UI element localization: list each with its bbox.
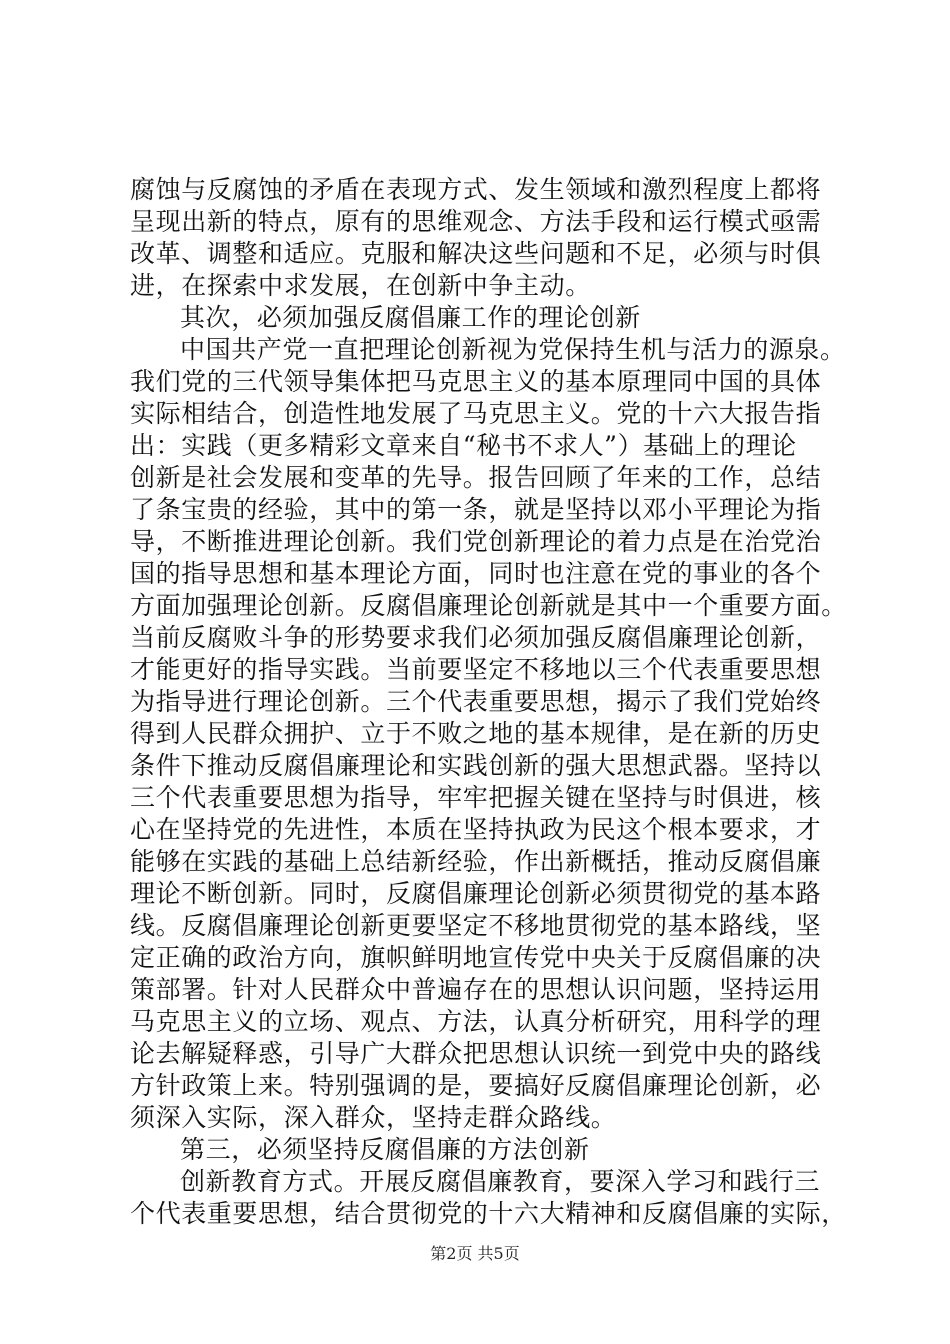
text-line: 得到人民群众拥护、立于不败之地的基本规律，是在新的历史 [130,719,822,748]
text-line: 三个代表重要思想为指导，牢牢把握关键在坚持与时俱进，核 [130,783,822,812]
text-line: 须深入实际，深入群众，坚持走群众路线。 [130,1103,617,1132]
body-text [130,174,850,1230]
text-line: 能够在实践的基础上总结新经验，作出新概括，推动反腐倡廉 [130,847,822,876]
text-line: 实际相结合，创造性地发展了马克思主义。党的十六大报告指 [130,399,822,428]
text-line: 心在坚持党的先进性，本质在坚持执政为民这个根本要求，才 [130,815,822,844]
text-line: 我们党的三代领导集体把马克思主义的基本原理同中国的具体 [130,367,822,396]
text-line: 理论不断创新。同时，反腐倡廉理论创新必须贯彻党的基本路 [130,879,822,908]
text-line: 线。反腐倡廉理论创新更要坚定不移地贯彻党的基本路线，坚 [130,911,822,940]
text-line: 马克思主义的立场、观点、方法，认真分析研究，用科学的理 [130,1007,822,1036]
text-line: 为指导进行理论创新。三个代表重要思想，揭示了我们党始终 [130,687,822,716]
text-line: 国的指导思想和基本理论方面，同时也注意在党的事业的各个 [130,559,822,588]
text-line: 呈现出新的特点，原有的思维观念、方法手段和运行模式亟需 [130,207,822,236]
text-line: 创新教育方式。开展反腐倡廉教育，要深入学习和践行三 [180,1167,821,1196]
text-line: 方面加强理论创新。反腐倡廉理论创新就是其中一个重要方面。 [130,591,847,620]
text-line: 当前反腐败斗争的形势要求我们必须加强反腐倡廉理论创新， [130,623,822,652]
text-line: 进，在探索中求发展，在创新中争主动。 [130,271,591,300]
text-line: 条件下推动反腐倡廉理论和实践创新的强大思想武器。坚持以 [130,751,822,780]
text-line: 导，不断推进理论创新。我们党创新理论的着力点是在治党治 [130,527,822,556]
page-number-footer: 第2页 共5页 [430,1244,520,1263]
text-line: 才能更好的指导实践。当前要坚定不移地以三个代表重要思想 [130,655,822,684]
text-line: 出：实践（更多精彩文章来自“秘书不求人”）基础上的理论 [130,431,797,460]
text-line: 中国共产党一直把理论创新视为党保持生机与活力的源泉。 [180,335,846,364]
text-line: 定正确的政治方向，旗帜鲜明地宣传党中央关于反腐倡廉的决 [130,943,822,972]
text-line: 创新是社会发展和变革的先导。报告回顾了年来的工作，总结 [130,463,822,492]
text-line: 了条宝贵的经验，其中的第一条，就是坚持以邓小平理论为指 [130,495,822,524]
text-line: 论去解疑释惑，引导广大群众把思想认识统一到党中央的路线 [130,1039,822,1068]
text-line: 策部署。针对人民群众中普遍存在的思想认识问题，坚持运用 [130,975,822,1004]
section-heading: 其次，必须加强反腐倡廉工作的理论创新 [180,303,641,332]
section-heading: 第三，必须坚持反腐倡廉的方法创新 [180,1135,590,1164]
text-line: 腐蚀与反腐蚀的矛盾在表现方式、发生领域和激烈程度上都将 [130,175,822,204]
text-line: 个代表重要思想，结合贯彻党的十六大精神和反腐倡廉的实际， [130,1199,847,1228]
text-line: 改革、调整和适应。克服和解决这些问题和不足，必须与时俱 [130,239,822,268]
text-line: 方针政策上来。特别强调的是，要搞好反腐倡廉理论创新，必 [130,1071,822,1100]
